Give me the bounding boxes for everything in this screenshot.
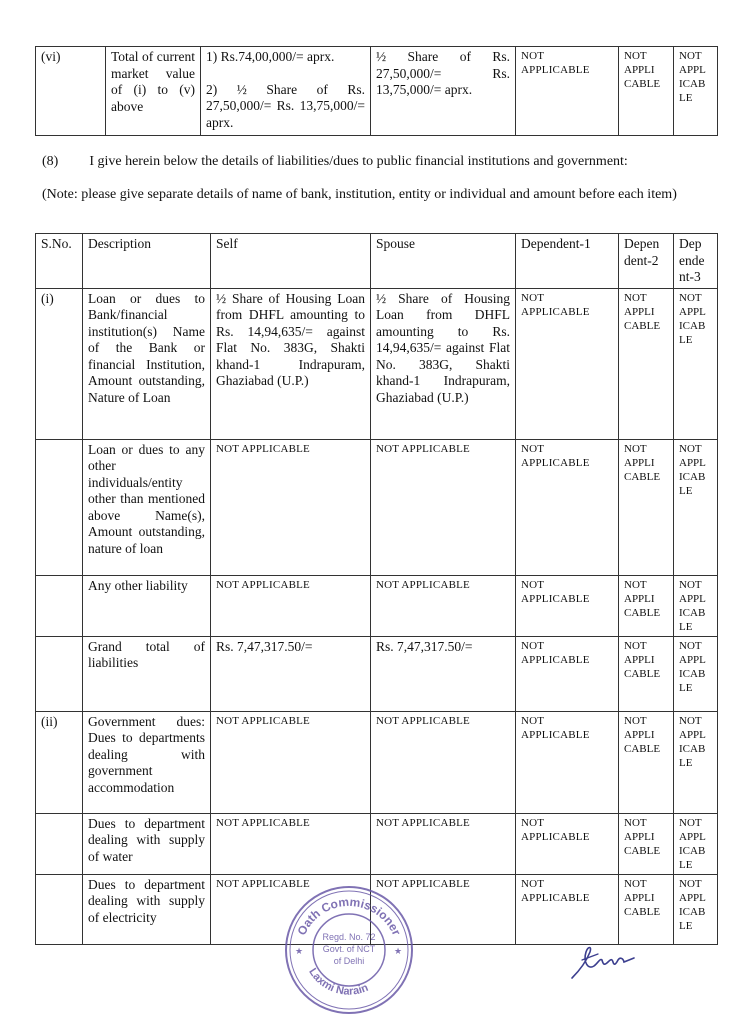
row-description: Loan or dues to Bank/financial institution(s) Name of the Bank or financial Institution, Amount outstanding, Nature of Loan	[83, 288, 211, 439]
section-8-heading	[42, 153, 706, 170]
table-row	[36, 439, 718, 575]
section-note: (Note: please give separate details of name of bank, institution, entity or individual and amount before each item)	[42, 187, 677, 202]
stamp-title: Oath Commissioner	[294, 894, 404, 938]
row-sno	[36, 439, 83, 575]
assets-total-table	[35, 46, 718, 136]
row-description: Total of current market value of (i) to (v) above	[106, 47, 201, 136]
self-value-2: 2) ½ Share of Rs. 27,50,000/= Rs. 13,75,000/= aprx.	[206, 81, 365, 130]
row-dep2: NOT APPLI CABLE	[619, 575, 674, 636]
stamp-name: Laxmi Narain	[306, 966, 371, 998]
row-dep1: NOT APPLICABLE	[516, 874, 619, 944]
row-dep1: NOT APPLICABLE	[516, 288, 619, 439]
header-dep3: Dep ende nt-3	[674, 234, 718, 289]
table-row	[36, 711, 718, 813]
row-sno	[36, 636, 83, 711]
liabilities-table	[35, 233, 718, 945]
row-sno: (vi)	[36, 47, 106, 136]
row-dep1: NOT APPLICABLE	[516, 575, 619, 636]
row-spouse: NOT APPLICABLE	[371, 813, 516, 874]
row-self: NOT APPLICABLE	[211, 874, 371, 944]
header-dep2: Depen dent-2	[619, 234, 674, 289]
row-self: NOT APPLICABLE	[211, 575, 371, 636]
signature	[568, 940, 638, 982]
row-dep1: NOT APPLICABLE	[516, 636, 619, 711]
table-row	[36, 575, 718, 636]
stamp-line1: Regd. No. 72	[322, 932, 376, 942]
row-self: NOT APPLICABLE	[211, 813, 371, 874]
row-sno	[36, 813, 83, 874]
row-dep2: NOT APPLI CABLE	[619, 47, 674, 136]
row-self	[201, 47, 371, 136]
header-spouse: Spouse	[371, 234, 516, 289]
row-spouse: NOT APPLICABLE	[371, 575, 516, 636]
row-sno	[36, 874, 83, 944]
row-dep2: NOT APPLI CABLE	[619, 439, 674, 575]
row-self: Rs. 7,47,317.50/=	[211, 636, 371, 711]
row-spouse: NOT APPLICABLE	[371, 874, 516, 944]
row-dep1: NOT APPLICABLE	[516, 813, 619, 874]
row-dep3: NOT APPL ICAB LE	[674, 439, 718, 575]
row-spouse: NOT APPLICABLE	[371, 711, 516, 813]
header-description: Description	[83, 234, 211, 289]
row-description: Dues to department dealing with supply of water	[83, 813, 211, 874]
table-row	[36, 288, 718, 439]
row-dep3: NOT APPL ICAB LE	[674, 288, 718, 439]
row-dep3: NOT APPL ICAB LE	[674, 874, 718, 944]
header-dep1: Dependent-1	[516, 234, 619, 289]
table-header-row	[36, 234, 718, 289]
row-dep3: NOT APPL ICAB LE	[674, 711, 718, 813]
row-spouse: Rs. 7,47,317.50/=	[371, 636, 516, 711]
row-spouse: NOT APPLICABLE	[371, 439, 516, 575]
row-self: NOT APPLICABLE	[211, 439, 371, 575]
row-spouse: ½ Share of Housing Loan from DHFL amounting to Rs. 14,94,635/= against Flat No. 383G, Shakti khand-1 Indrapuram, Ghaziabad (U.P.)	[371, 288, 516, 439]
row-spouse: ½ Share of Rs. 27,50,000/= Rs. 13,75,000/= aprx.	[371, 47, 516, 136]
header-self: Self	[211, 234, 371, 289]
table-row	[36, 813, 718, 874]
row-description: Government dues: Dues to departments dealing with government accommodation	[83, 711, 211, 813]
row-dep2: NOT APPLI CABLE	[619, 813, 674, 874]
section-number: (8)	[42, 154, 59, 169]
section-text: I give herein below the details of liabilities/dues to public financial institutions and government:	[89, 154, 628, 169]
table-row	[36, 47, 718, 136]
stamp-line2: Govt. of NCT	[322, 944, 376, 954]
row-dep3: NOT APPL ICAB LE	[674, 575, 718, 636]
row-description: Dues to department dealing with supply of electricity	[83, 874, 211, 944]
row-self: NOT APPLICABLE	[211, 711, 371, 813]
stamp-star-icon: ★	[394, 946, 403, 956]
row-dep2: NOT APPLI CABLE	[619, 874, 674, 944]
oath-commissioner-stamp	[283, 884, 415, 1016]
row-sno: (ii)	[36, 711, 83, 813]
row-dep3: NOT APPL ICAB LE	[674, 636, 718, 711]
row-dep2: NOT APPLI CABLE	[619, 711, 674, 813]
row-description: Grand total of liabilities	[83, 636, 211, 711]
row-sno: (i)	[36, 288, 83, 439]
row-dep3: NOT APPL ICAB LE	[674, 47, 718, 136]
stamp-star-icon: ★	[295, 946, 304, 956]
header-sno: S.No.	[36, 234, 83, 289]
row-description: Any other liability	[83, 575, 211, 636]
row-sno	[36, 575, 83, 636]
row-dep2: NOT APPLI CABLE	[619, 636, 674, 711]
row-dep2: NOT APPLI CABLE	[619, 288, 674, 439]
row-description: Loan or dues to any other individuals/entity other than mentioned above Name(s), Amount outstanding, nature of loan	[83, 439, 211, 575]
row-self: ½ Share of Housing Loan from DHFL amounting to Rs. 14,94,635/= against Flat No. 383G, Shakti khand-1 Indrapuram, Ghaziabad (U.P.)	[211, 288, 371, 439]
row-dep3: NOT APPL ICAB LE	[674, 813, 718, 874]
stamp-line3: of Delhi	[333, 956, 365, 966]
table-row	[36, 636, 718, 711]
row-dep1: NOT APPLICABLE	[516, 47, 619, 136]
self-value-1: 1) Rs.74,00,000/= aprx.	[206, 49, 335, 64]
row-dep1: NOT APPLICABLE	[516, 439, 619, 575]
row-dep1: NOT APPLICABLE	[516, 711, 619, 813]
